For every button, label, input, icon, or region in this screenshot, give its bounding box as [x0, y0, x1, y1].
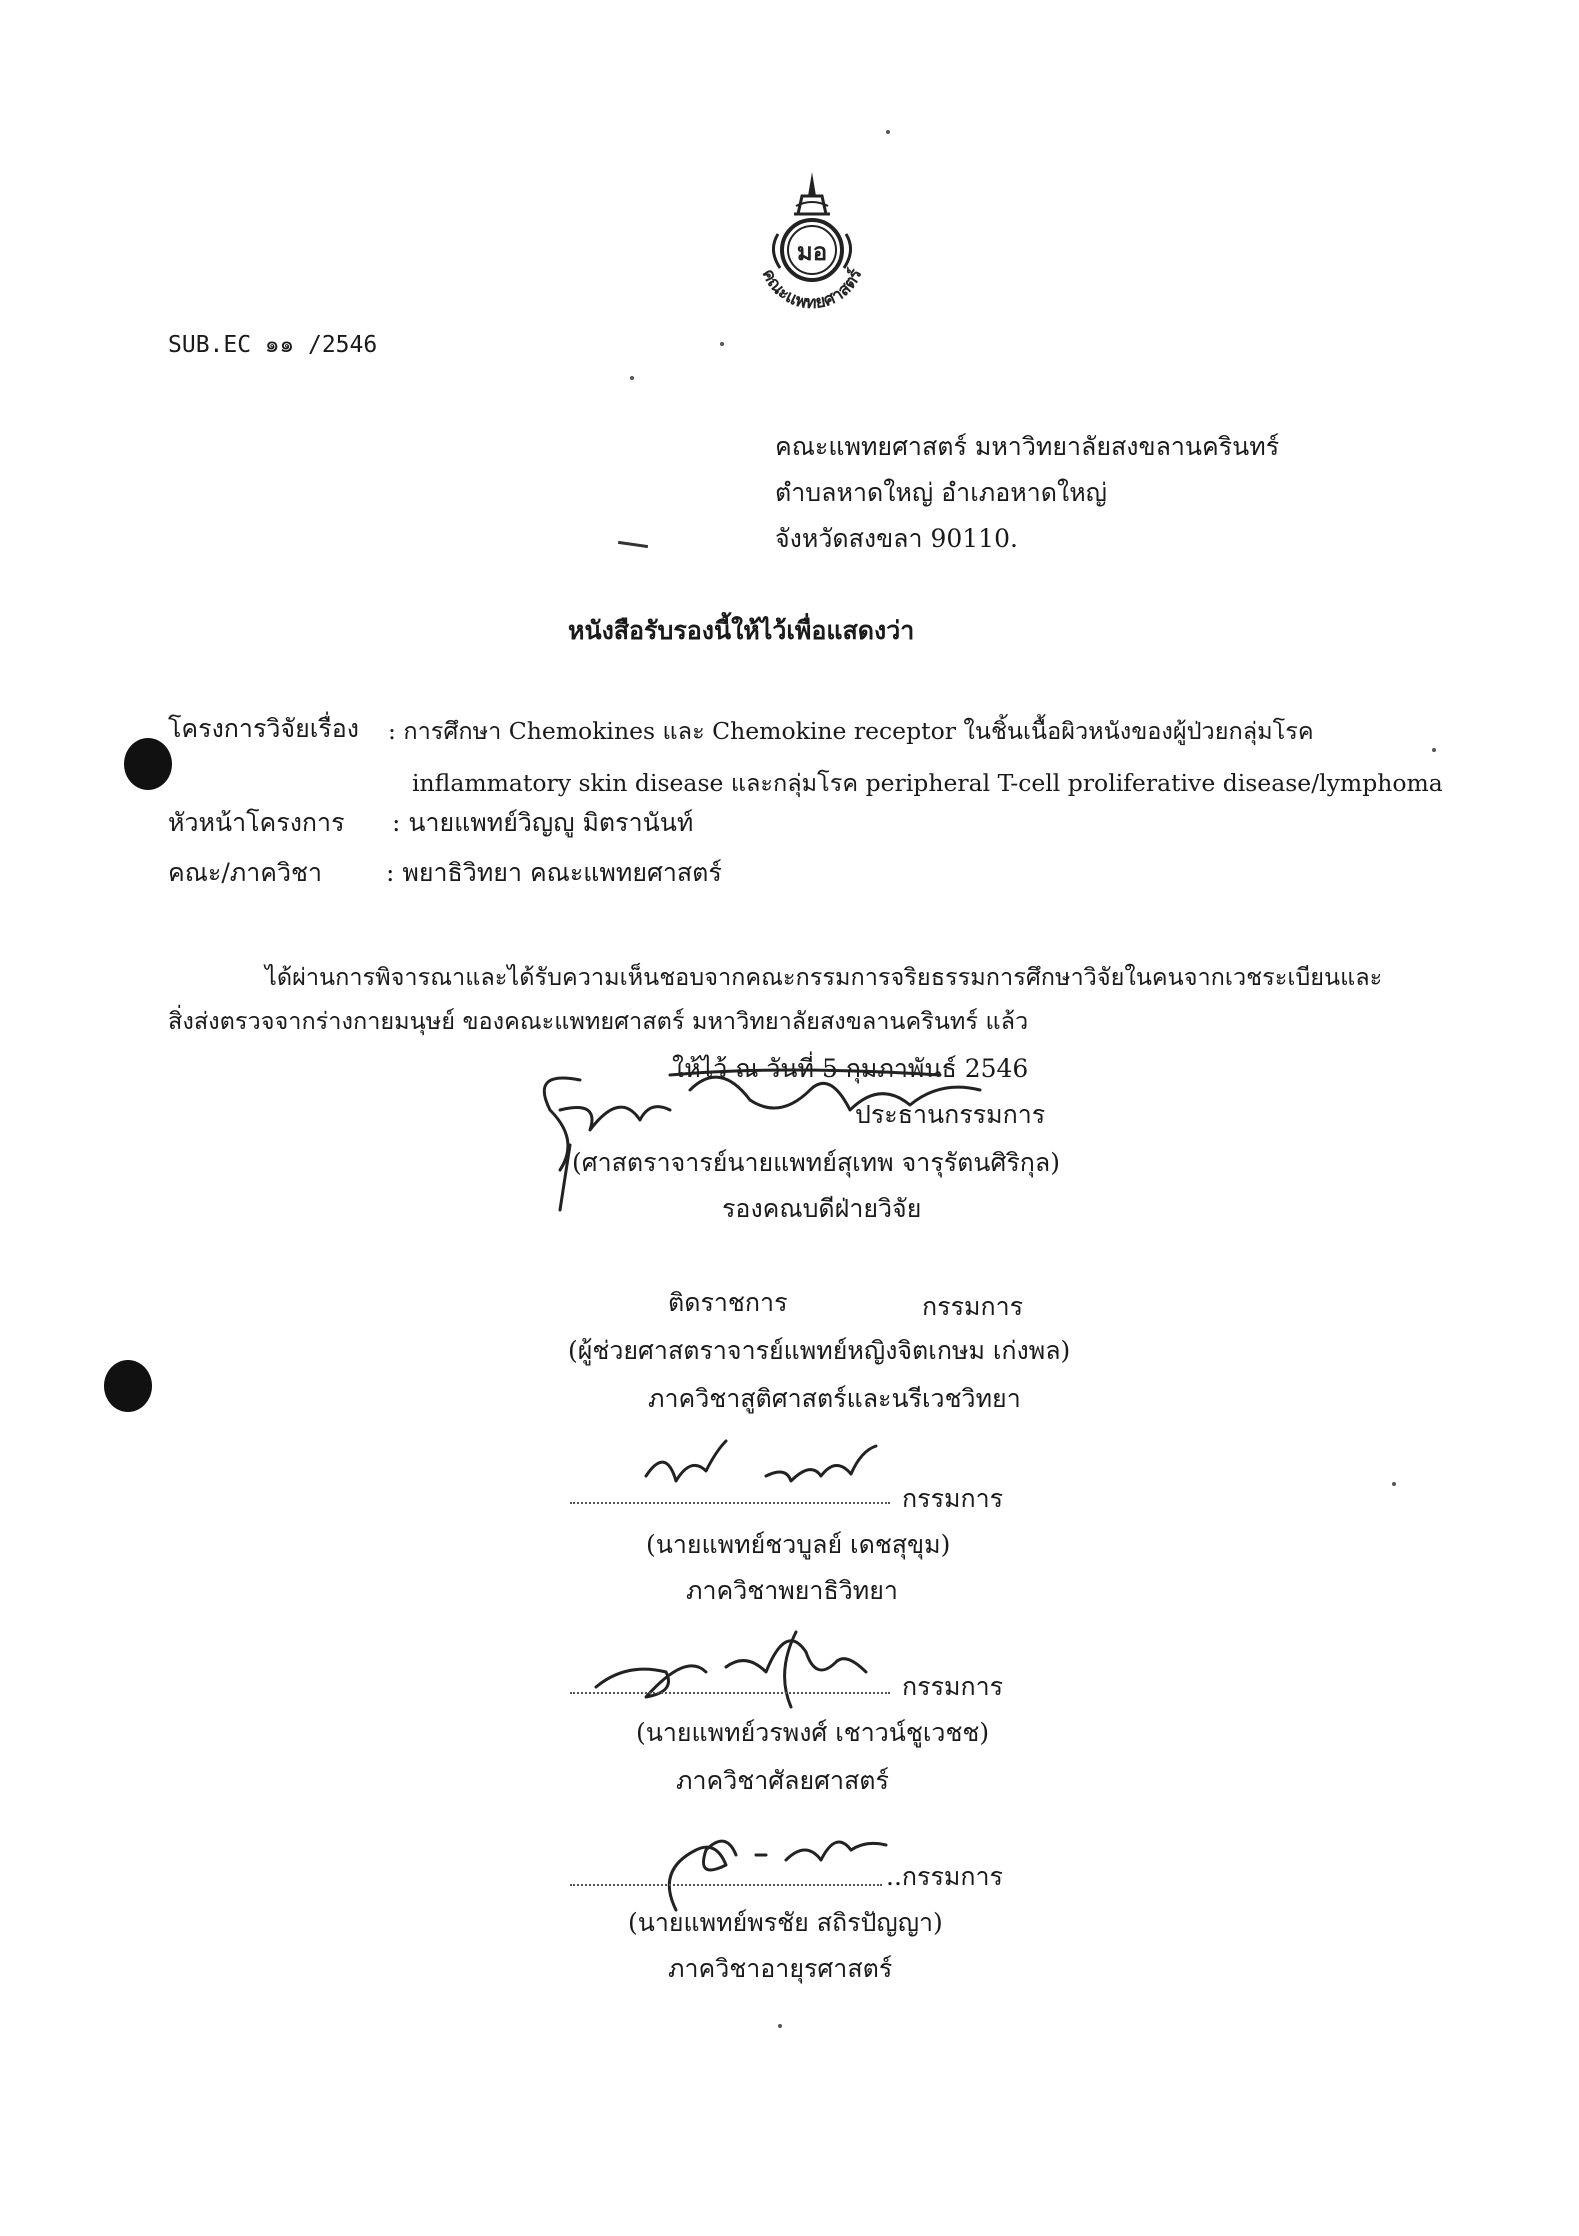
department-label: คณะ/ภาควิชา	[168, 858, 323, 887]
punch-hole-top	[124, 738, 172, 790]
member-4-signature-line	[570, 1692, 890, 1694]
member-2-status: ติดราชการ	[668, 1288, 788, 1317]
member-5-position: ภาควิชาอายุรศาสตร์	[668, 1954, 893, 1983]
scan-speck	[1432, 748, 1436, 752]
seal-arc-text: คณะแพทยศาสตร์	[757, 265, 867, 314]
member-3-position: ภาควิชาพยาธิวิทยา	[686, 1576, 898, 1605]
member-3-role: กรรมการ	[902, 1484, 1004, 1513]
body-line-2: สิ่งส่งตรวจจากร่างกายมนุษย์ ของคณะแพทยศาสตร์ มหาวิทยาลัยสงขลานครินทร์ แล้ว	[168, 1007, 1029, 1035]
member-4-position: ภาควิชาศัลยศาสตร์	[676, 1766, 889, 1795]
chair-position: รองคณบดีฝ่ายวิจัย	[722, 1194, 922, 1223]
member-5-name: (นายแพทย์พรชัย สถิรปัญญา)	[628, 1908, 943, 1937]
member-4-signature	[586, 1612, 886, 1722]
member-5-role: ..กรรมการ	[886, 1862, 1003, 1891]
scan-speck	[630, 376, 634, 380]
punch-hole-bottom	[104, 1360, 152, 1412]
chair-role: ประธานกรรมการ	[855, 1100, 1046, 1129]
member-2-role: กรรมการ	[922, 1292, 1024, 1321]
faculty-seal	[738, 168, 886, 318]
member-3-name: (นายแพทย์ชวบูลย์ เดชสุขุม)	[646, 1530, 951, 1559]
issue-date: ให้ไว้ ณ วันที่ 5 กุมภาพันธ์ 2546	[672, 1054, 1029, 1083]
member-4-name: (นายแพทย์วรพงศ์ เชาวน์ชูเวชช)	[636, 1718, 990, 1747]
project-head-label: หัวหน้าโครงการ	[168, 808, 345, 837]
member-2-position: ภาควิชาสูติศาสตร์และนรีเวชวิทยา	[648, 1384, 1021, 1413]
member-2-name: (ผู้ช่วยศาสตราจารย์แพทย์หญิงจิตเกษม เก่งพล)	[568, 1336, 1071, 1365]
department-value: : พยาธิวิทยา คณะแพทยศาสตร์	[386, 858, 722, 887]
svg-text:คณะแพทยศาสตร์	[758, 265, 867, 313]
project-title-label: โครงการวิจัยเรื่อง	[168, 714, 359, 743]
project-title-line-2: inflammatory skin disease และกลุ่มโรค peripheral T-cell proliferative disease/lymphoma	[412, 769, 1443, 797]
chair-name: (ศาสตราจารย์นายแพทย์สุเทพ จารุรัตนศิริกุล)	[572, 1148, 1060, 1177]
project-title-line-1: : การศึกษา Chemokines และ Chemokine receptor ในชิ้นเนื้อผิวหนังของผู้ป่วยกลุ่มโรค	[388, 717, 1314, 745]
reference-number: SUB.EC ๑๑ /2546	[168, 332, 378, 358]
scan-speck	[1392, 1482, 1396, 1486]
address-line-2: ตำบลหาดใหญ่ อำเภอหาดใหญ่	[775, 478, 1107, 507]
member-3-signature-line	[570, 1502, 890, 1504]
scan-speck	[886, 130, 890, 134]
scan-speck	[720, 342, 724, 346]
seal-emblem-text: มอ	[796, 238, 828, 266]
stray-mark	[618, 541, 648, 548]
member-4-role: กรรมการ	[902, 1672, 1004, 1701]
scan-speck	[778, 2024, 782, 2028]
member-5-signature	[636, 1810, 896, 1920]
address-line-3: จังหวัดสงขลา 90110.	[775, 524, 1018, 553]
member-5-signature-line	[570, 1884, 882, 1886]
project-head-value: : นายแพทย์วิญญู มิตรานันท์	[392, 808, 694, 837]
certificate-heading: หนังสือรับรองนี้ให้ไว้เพื่อแสดงว่า	[568, 616, 915, 645]
body-line-1: ได้ผ่านการพิจารณาและได้รับความเห็นชอบจากคณะกรรมการจริยธรรมการศึกษาวิจัยในคนจากเวชระเบียนและ	[265, 963, 1383, 991]
member-3-signature	[636, 1436, 896, 1506]
address-line-1: คณะแพทยศาสตร์ มหาวิทยาลัยสงขลานครินทร์	[775, 432, 1280, 461]
